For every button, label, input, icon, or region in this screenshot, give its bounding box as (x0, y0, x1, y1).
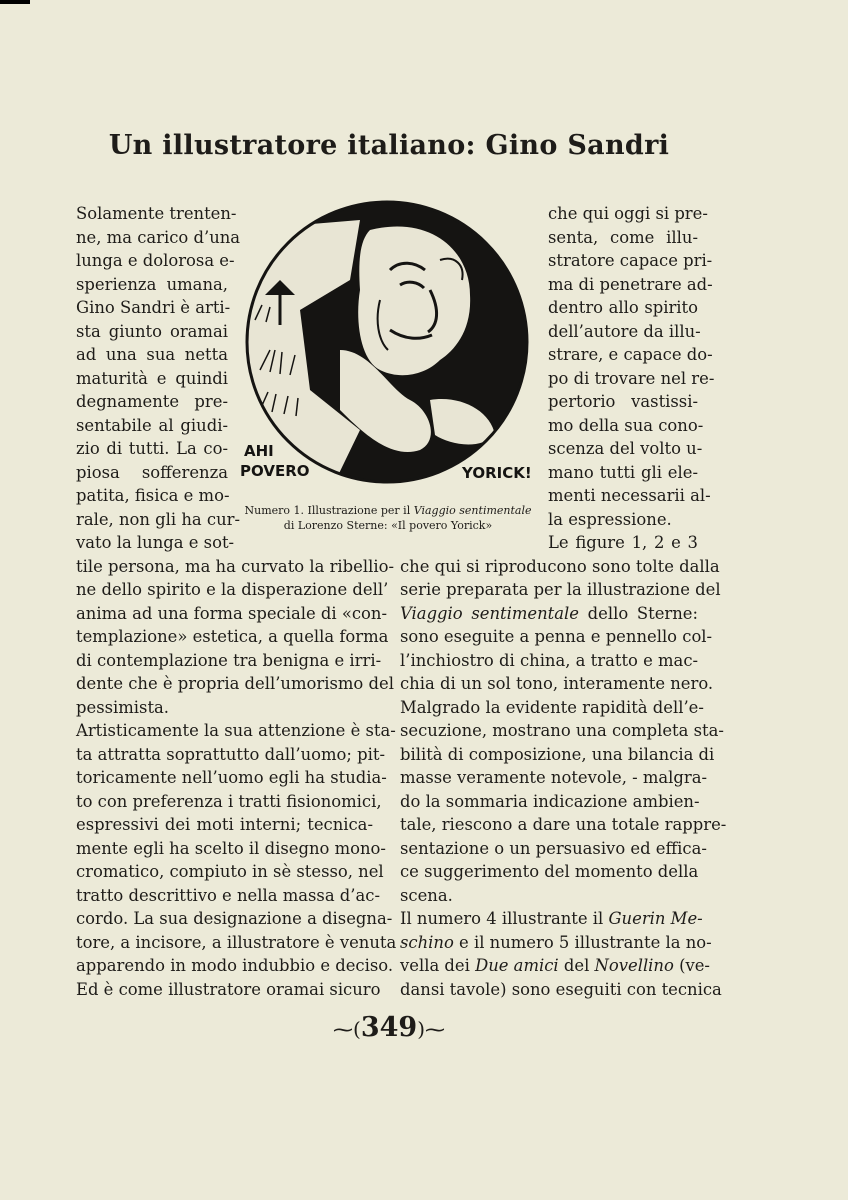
text-line (400, 931, 712, 954)
text-line: secuzione, mostrano una completa sta- (400, 721, 724, 740)
caption-line2: di Lorenzo Sterne: «Il povero Yorick» (283, 519, 493, 532)
text-line: che qui oggi si pre- (548, 204, 708, 223)
text-line: ne dello spirito e la disperazione dell’ (76, 580, 389, 599)
text-line: serie preparata per la illustrazione del (400, 580, 721, 599)
text-line: la espressione. (548, 509, 672, 529)
text-line: Solamente trenten- (76, 204, 237, 223)
balloon-povero: POVERO (240, 462, 310, 480)
text-line: bilità di composizione, una bilancia di (400, 744, 715, 764)
text-line: tale, riescono a dare una totale rappre- (400, 815, 727, 834)
text-line: pertorio vastissi- (548, 392, 698, 411)
text-line (400, 602, 698, 625)
text-fragment: Il numero 4 illustrante il (400, 909, 609, 928)
text-line: ma di penetrare ad- (548, 274, 713, 294)
text-line: sperienza umana, (76, 274, 228, 294)
text-line: Malgrado la evidente rapidità dell’e- (400, 697, 704, 717)
text-line: mano tutti gli ele- (548, 462, 698, 482)
text-line: di contemplazione tra benigna e irri- (76, 650, 382, 670)
text-line: Gino Sandri è arti- (76, 298, 231, 317)
text-line: senta, come illu- (548, 227, 698, 247)
italic-title: Due amici (475, 956, 559, 975)
text-line: maturità e quindi (76, 368, 228, 388)
text-line: stratore capace pri- (548, 251, 713, 270)
text-line (400, 907, 703, 930)
text-line: mente egli ha scelto il disegno mono- (76, 838, 386, 858)
italic-title: Novellino (594, 956, 674, 975)
text-line: po di trovare nel re- (548, 368, 715, 388)
italic-title: schino (400, 932, 454, 952)
text-line: chia di un sol tono, interamente nero. (400, 674, 714, 693)
caption-italic: Viaggio sentimentale (413, 504, 532, 517)
text-line: sentazione o un persuasivo ed effica- (400, 838, 707, 858)
text-line: toricamente nell’uomo egli ha studia- (76, 768, 387, 787)
text-line: pessimista. (76, 697, 170, 717)
text-line: strare, e capace do- (548, 345, 713, 364)
text-line: to con preferenza i tratti fisionomici, (76, 791, 382, 811)
text-line: ta attratta soprattutto dall’uomo; pit- (76, 744, 386, 764)
text-line: cordo. La sua designazione a disegna- (76, 909, 393, 928)
text-line: scenza del volto u- (548, 439, 703, 458)
text-line: tratto descrittivo e nella massa d’ac- (76, 885, 381, 905)
ornament-left-icon: ⁓( (333, 1017, 361, 1041)
page-number-value: 349 (360, 1012, 418, 1043)
text-line (400, 954, 710, 977)
text-line: apparendo in modo indubbio e deciso. (76, 956, 394, 975)
ornament-right-icon: )⁓ (417, 1017, 445, 1041)
figure-caption (238, 503, 538, 533)
text-fragment: e il numero 5 illustrante la no- (453, 932, 712, 952)
balloon-yorick: YORICK! (462, 464, 532, 482)
text-line: dansi tavole) sono eseguiti con tecnica (400, 979, 722, 999)
text-line: ne, ma carico d’una (76, 227, 241, 247)
text-line: piosa sofferenza (76, 462, 228, 482)
balloon-ahi: AHI (244, 442, 274, 460)
text-line: templazione» estetica, a quella forma (76, 627, 389, 646)
text-line: dentro allo spirito (548, 298, 698, 317)
article-title: Un illustratore italiano: Gino Sandri (108, 130, 670, 161)
text-fragment: (ve- (673, 956, 710, 975)
text-line: sta giunto oramai (76, 321, 228, 341)
text-line: espressivi dei moti interni; tecnica- (76, 815, 373, 834)
text-line: lunga e dolorosa e- (76, 251, 235, 270)
illustration-yorick (240, 200, 534, 492)
text-line: tile persona, ma ha curvato la ribellio- (76, 556, 394, 576)
text-line: menti necessarii al- (548, 486, 711, 505)
text-line: mo della sua cono- (548, 415, 704, 435)
text-line: vato la lunga e sot- (76, 533, 235, 552)
caption-line1: Numero 1. Illustrazione per il (244, 504, 411, 517)
text-line: Artisticamente la sua attenzione è sta- (76, 721, 396, 740)
text-line: degnamente pre- (76, 392, 228, 411)
italic-title: Viaggio sentimentale (400, 603, 579, 623)
text-line: scena. (400, 885, 453, 905)
text-line: zio di tutti. La co- (76, 439, 228, 458)
text-line: anima ad una forma speciale di «con- (76, 603, 388, 623)
text-line: cromatico, compiuto in sè stesso, nel (76, 862, 384, 881)
page-number (0, 1012, 778, 1043)
text-line: dell’autore da illu- (548, 321, 701, 341)
text-fragment: dello Sterne: (578, 603, 699, 623)
text-line: Le figure 1, 2 e 3 (548, 533, 698, 552)
corner-mark (0, 0, 30, 4)
text-line: patita, fisica e mo- (76, 486, 230, 505)
text-fragment: vella dei (400, 956, 476, 975)
text-line: dente che è propria dell’umorismo del (76, 674, 394, 693)
text-line: l’inchiostro di china, a tratto e mac- (400, 650, 699, 670)
text-line: ce suggerimento del momento della (400, 862, 699, 881)
text-line: masse veramente notevole, - malgra- (400, 768, 708, 787)
text-fragment: del (558, 956, 595, 975)
text-line: Ed è come illustratore oramai sicuro (76, 979, 381, 999)
text-line: do la sommaria indicazione ambien- (400, 791, 700, 811)
text-line: sentabile al giudi- (76, 415, 228, 435)
text-line: tore, a incisore, a illustratore è venuta (76, 932, 397, 952)
text-line: ad una sua netta (76, 345, 228, 364)
text-line: sono eseguite a penna e pennello col- (400, 627, 713, 646)
italic-title: Guerin Me- (608, 909, 703, 928)
text-line: che qui si riproducono sono tolte dalla (400, 556, 720, 576)
text-line: rale, non gli ha cur- (76, 509, 240, 529)
